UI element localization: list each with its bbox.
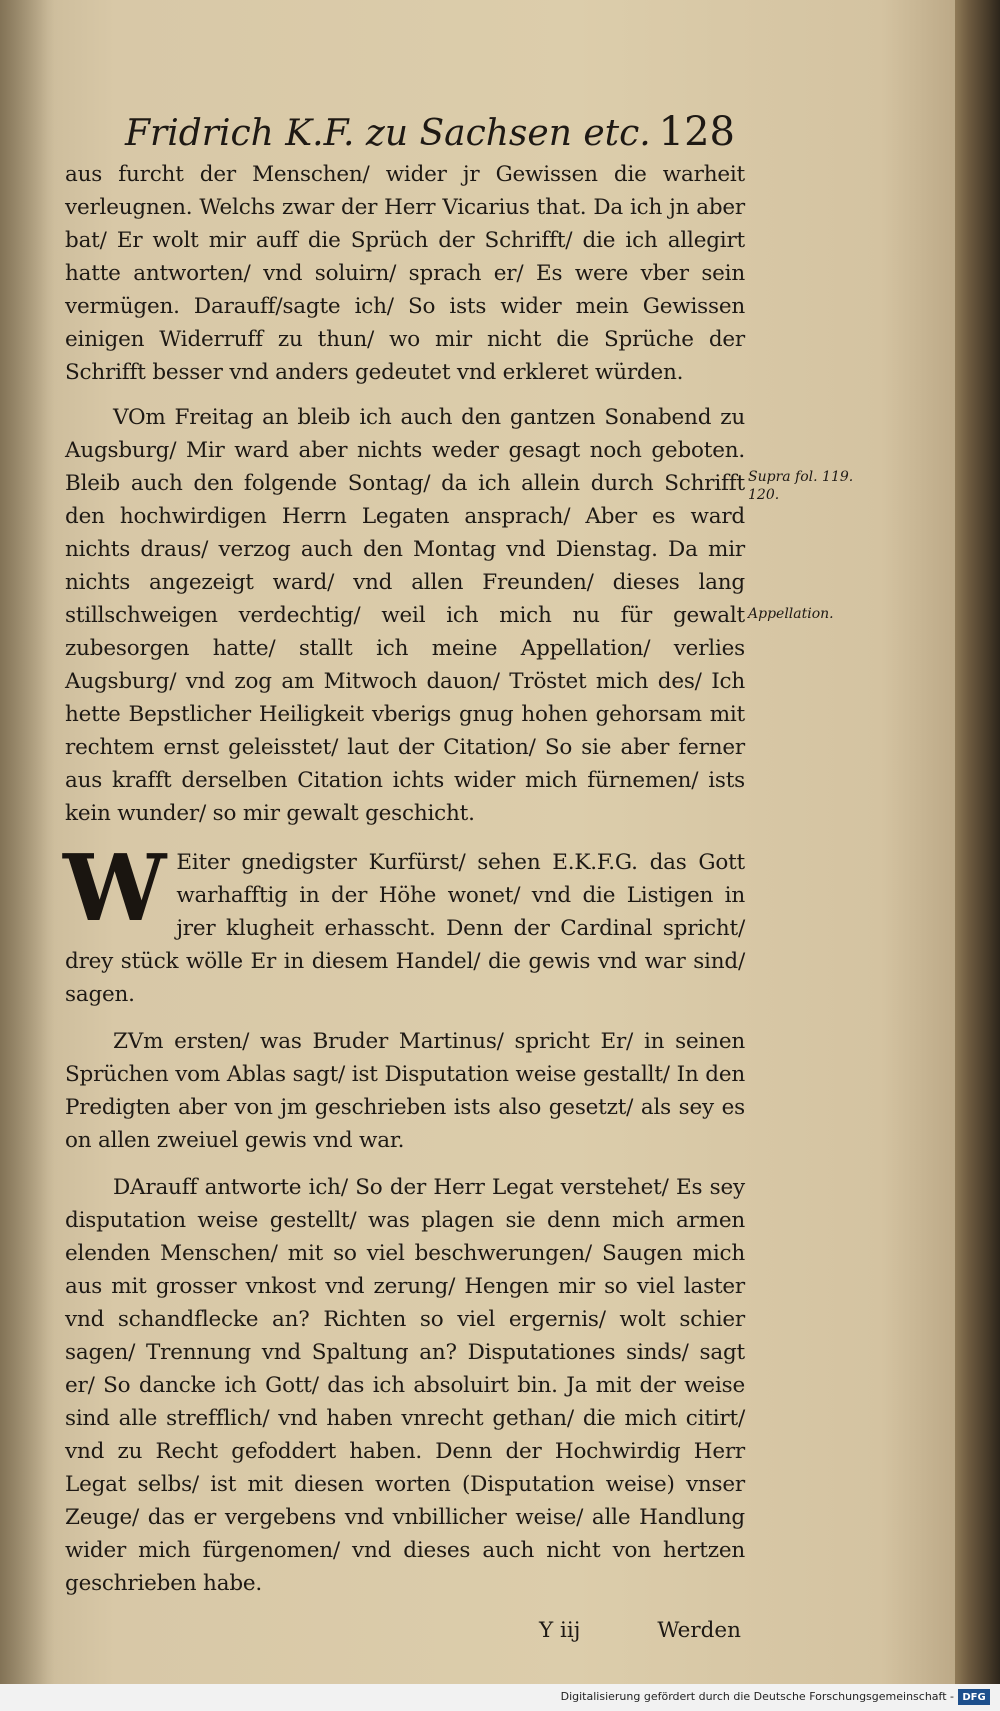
section-weiter (63, 834, 745, 1600)
section-opening: Eiter gnedigster Kurfürst/ sehen E.K.F.G. das Gott warhafftig in der Höhe wonet/ vnd die Listigen in jrer klugheit erhasscht. Denn der Cardinal spricht/ drey stück wölle Er in diesem Handel/ die gewis vnd war sind/ sagen. (65, 850, 745, 1007)
catchword: Werden (657, 1618, 741, 1643)
section-paragraph-1: ZVm ersten/ was Bruder Martinus/ spricht Er/ in seinen Sprüchen vom Ablas sagt/ ist Disputation weise gestallt/ In den Predigten aber von jm geschrieben ists also gesetzt/ als sey es on allen zweiuel gewis vnd war. (65, 1029, 745, 1153)
paragraph-1: aus furcht der Menschen/ wider jr Gewissen die warheit verleugnen. Welchs zwar der Herr Vicarius that. Da ich jn aber bat/ Er wolt mir auff die Sprüch der Schrifft/ die ich allegirt hatte antworten/ vnd soluirn/ sprach er/ Es were vber sein vermügen. Darauff/sagte ich/ So ists wider mein Gewissen einigen Widerruff zu thun/ wo mir nicht die Sprüche der Schrifft besser vnd anders gedeutet vnd erkleret würden. (65, 162, 745, 385)
signature-mark: Y iij (539, 1618, 581, 1643)
paragraph-2: VOm Freitag an bleib ich auch den gantzen Sonabend zu Augsburg/ Mir ward aber nichts weder gesagt noch geboten. Bleib auch den folgende Sontag/ da ich allein durch Schrifft den hochwirdigen Herrn Legaten ansprach/ Aber es ward nichts draus/ verzog auch den Montag vnd Dienstag. Da mir nichts angezeigt ward/ vnd allen Freunden/ dieses lang stillschweigen verdechtig/ weil ich mich nu für gewalt zubesorgen hatte/ stallt ich meine Appellation/ verlies Augsburg/ vnd zog am Mitwoch dauon/ Tröstet mich des/ Ich hette Bepstlicher Heiligkeit vberigs gnug hohen gehorsam mit rechtem ernst geleisstet/ laut der Citation/ So sie aber ferner aus krafft derselben Citation ichts wider mich fürnemen/ ists kein wunder/ so mir gewalt geschicht. (65, 405, 745, 826)
gutter-shadow (0, 0, 55, 1711)
marginal-note-appellation: Appellation. (748, 606, 834, 622)
page-number: 128 (658, 109, 735, 155)
text-block (63, 109, 745, 1647)
marginal-note-supra: Supra fol. 119. 120. (748, 469, 854, 503)
running-title: Fridrich K.F. zu Sachsen etc. (125, 113, 651, 154)
signature-line (65, 1614, 745, 1647)
book-edge (955, 0, 1000, 1711)
section-paragraph-2: DArauff antworte ich/ So der Herr Legat verstehet/ Es sey disputation weise gestellt/ was plagen sie denn mich armen elenden Menschen/ mit so viel beschwerungen/ Saugen mich aus mit grosser vnkost vnd zerung/ Hengen mir so viel laster vnd schandflecke an? Richten so viel ergernis/ wolt schier sagen/ Trennung vnd Spaltung an? Disputationes sinds/ sagt er/ So dancke ich Gott/ das ich absoluirt bin. Ja mit der weise sind alle strefflich/ vnd haben vnrecht gethan/ die mich citirt/ vnd zu Recht gefoddert haben. Denn der Hochwirdig Herr Legat selbs/ ist mit diesen worten (Disputation weise) vnser Zeuge/ das er vergebens vnd vnbillicher weise/ alle Handlung wider mich fürgenomen/ vnd dieses auch nicht von hertzen geschrieben habe. (65, 1175, 745, 1596)
footer-bar (0, 1684, 1000, 1711)
decorated-initial: W (63, 834, 167, 942)
footer-credit: Digitalisierung gefördert durch die Deutsche Forschungsgemeinschaft - (560, 1690, 954, 1703)
running-head (65, 109, 745, 155)
dfg-logo-icon: DFG (958, 1689, 990, 1705)
